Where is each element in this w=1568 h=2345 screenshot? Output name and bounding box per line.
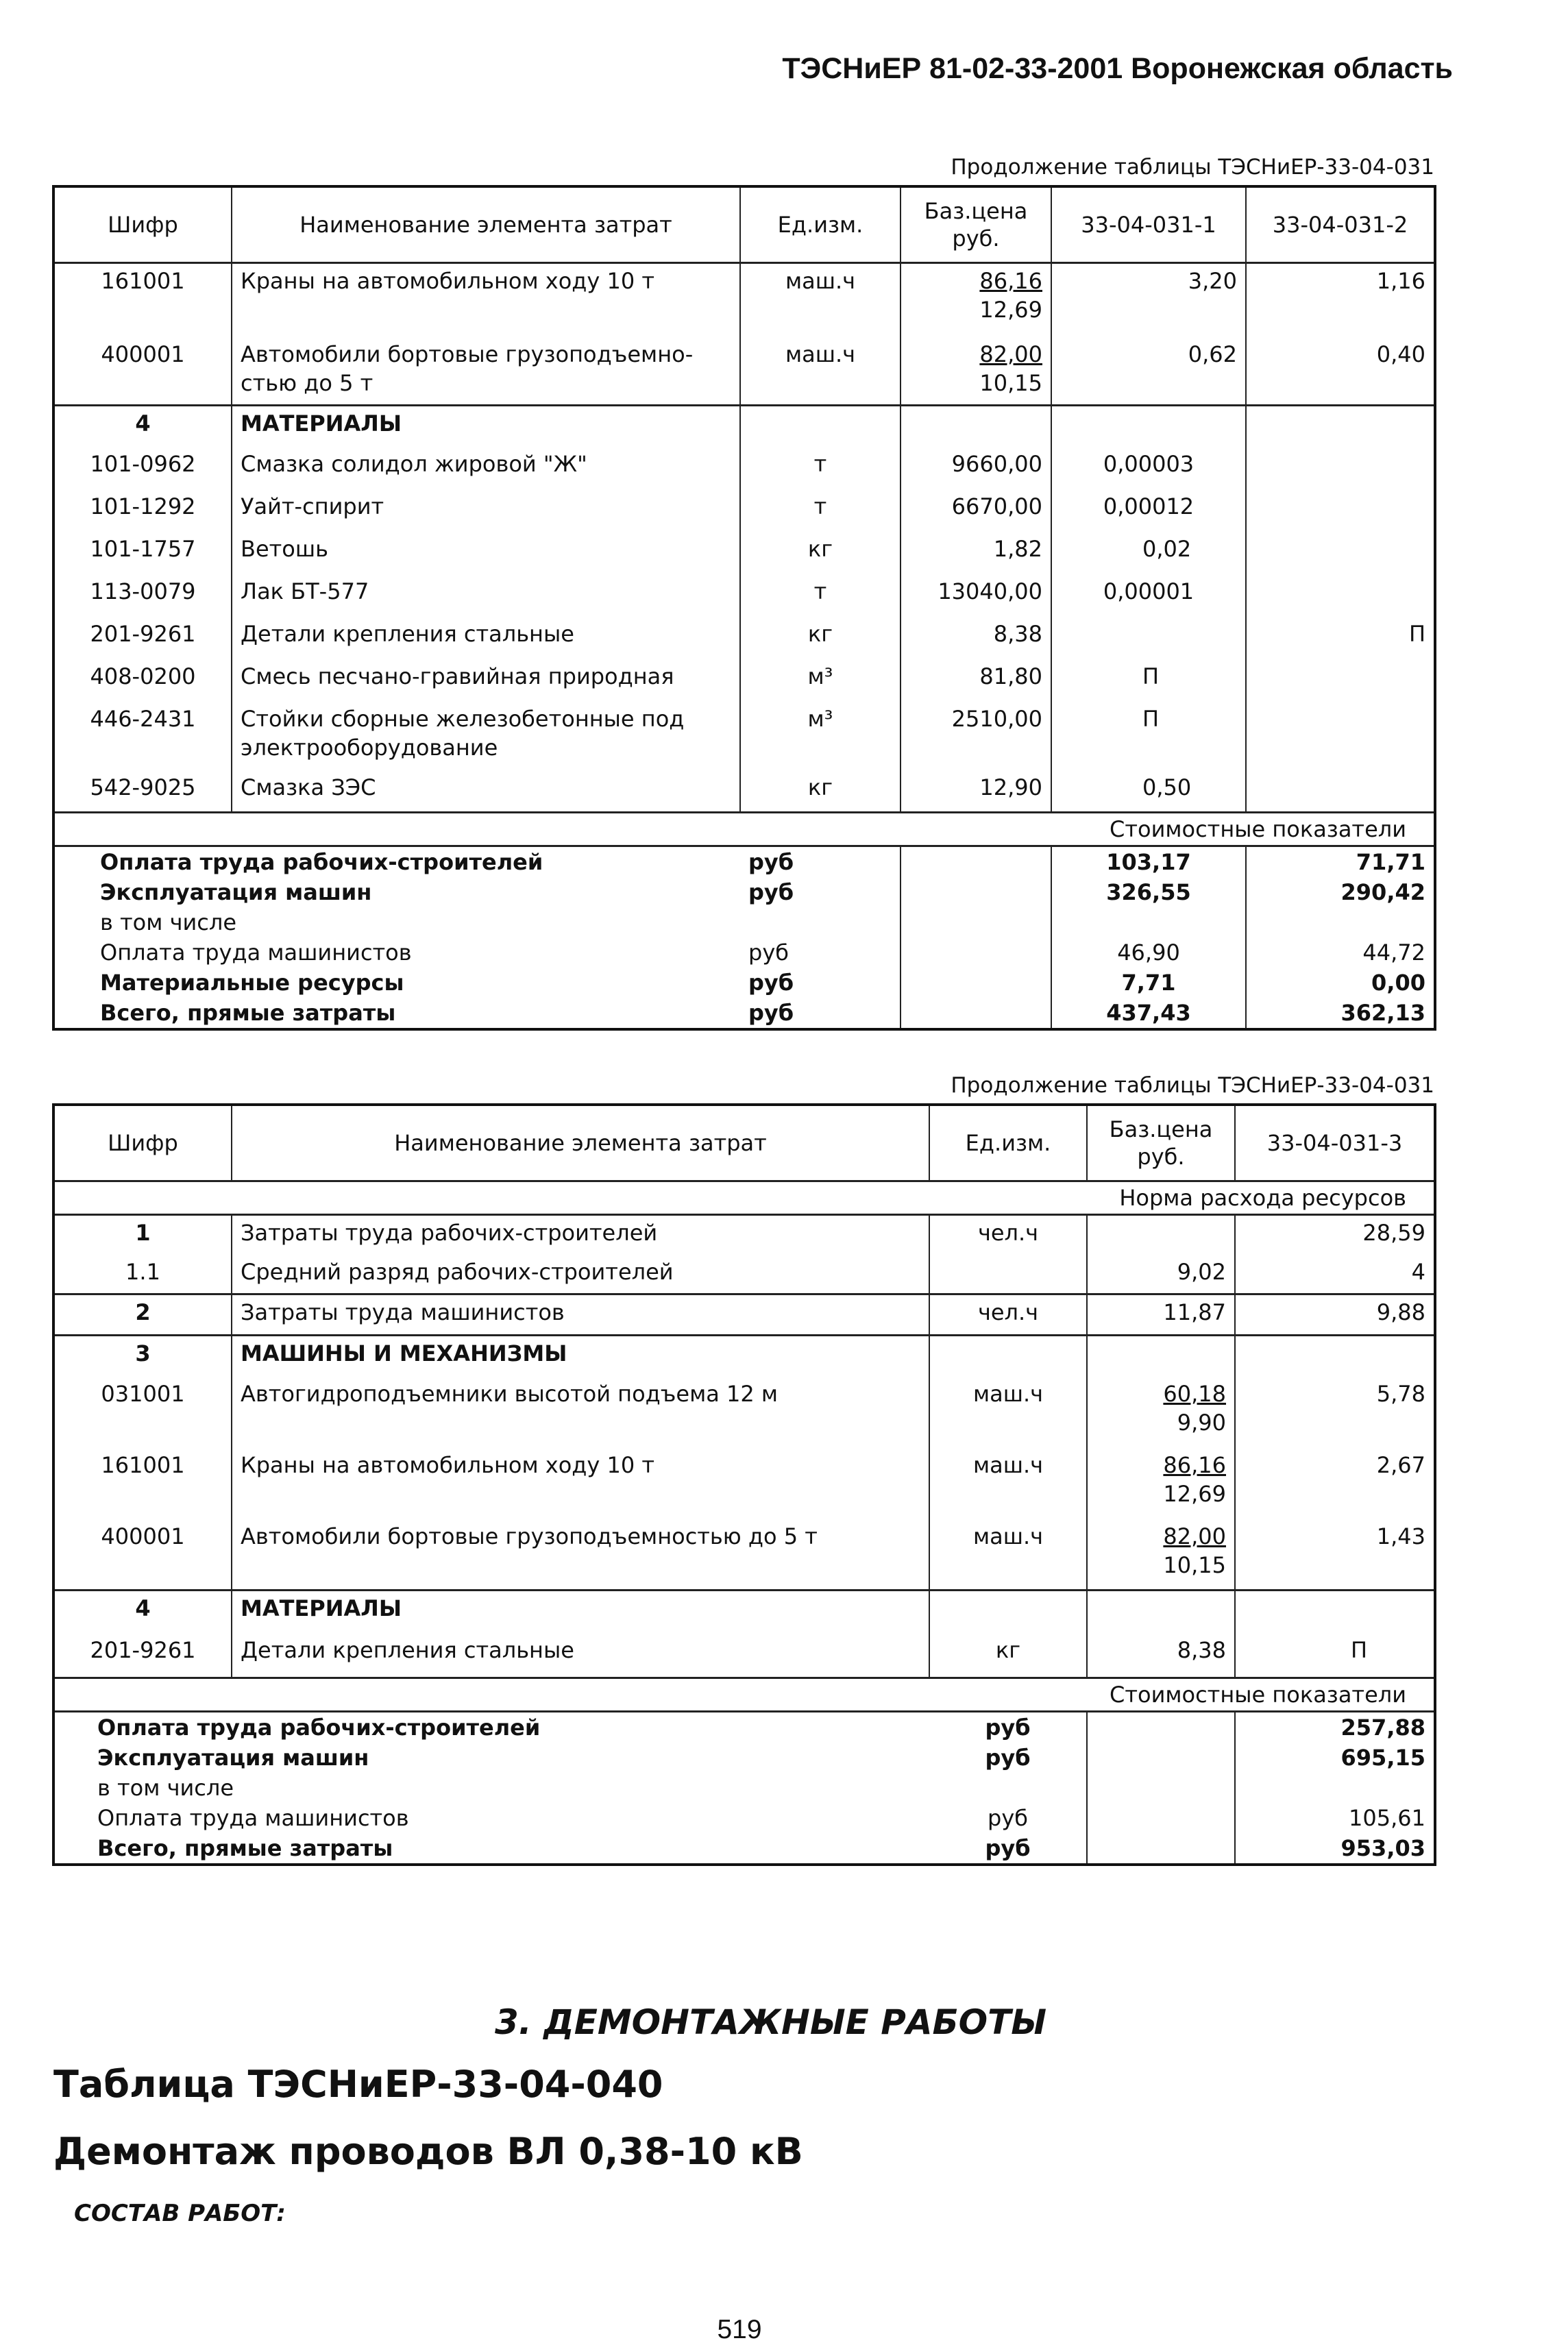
cell-code: 400001: [53, 1519, 232, 1591]
cell-unit: маш.ч: [929, 1519, 1087, 1591]
cell-code: 542-9025: [53, 770, 232, 813]
cell-value-1: П: [1235, 1633, 1435, 1678]
table-subtitle: Демонтаж проводов ВЛ 0,38-10 кВ: [53, 2130, 803, 2173]
cell-unit: маш.ч: [740, 337, 901, 406]
cell-value-1: 28,59: [1235, 1215, 1435, 1255]
total-unit: руб: [740, 937, 901, 968]
cell-code: 1: [53, 1215, 232, 1255]
cell-code: 4: [53, 1591, 232, 1633]
cell-code: 031001: [53, 1377, 232, 1448]
cell-code: 4: [53, 406, 232, 447]
cell-price: 81,80: [901, 659, 1051, 702]
total-value-1: [1051, 907, 1246, 937]
cell-price: [1087, 1215, 1235, 1255]
cell-value-2: П: [1246, 617, 1435, 659]
col-header-name: Наименование элемента затрат: [232, 186, 740, 263]
total-value-2: [1246, 907, 1435, 937]
col-header-33-04-031-2: 33-04-031-2: [1246, 186, 1435, 263]
cell-value-1: 3,20: [1051, 263, 1246, 337]
cell-name: Смазка солидол жировой "Ж": [232, 447, 740, 489]
cell-code: 201-9261: [53, 617, 232, 659]
cell-value-2: 1,16: [1246, 263, 1435, 337]
cell-code: 2: [53, 1294, 232, 1336]
cell-name: Лак БТ-577: [232, 574, 740, 617]
cell-code: 101-1292: [53, 489, 232, 532]
total-unit: руб: [740, 877, 901, 907]
total-name: Оплата труда машинистов: [100, 940, 412, 966]
cell-code: 408-0200: [53, 659, 232, 702]
totals-row: [53, 846, 1435, 878]
totals-row: [53, 907, 1435, 937]
total-value-2: 0,00: [1246, 968, 1435, 998]
table-row: [53, 1633, 1435, 1678]
table-row: [53, 532, 1435, 574]
table1-continuation-label: Продолжение таблицы ТЭСНиЕР-33-04-031: [951, 155, 1434, 180]
total-value-1: 257,88: [1235, 1712, 1435, 1743]
total-value-2: 71,71: [1246, 846, 1435, 878]
table-row: [53, 1448, 1435, 1519]
table-row: [53, 659, 1435, 702]
cell-name: Смесь песчано-гравийная природная: [232, 659, 740, 702]
table-row: [53, 1294, 1435, 1336]
cell-code: 400001: [53, 337, 232, 406]
section-row-machines: [53, 1336, 1435, 1377]
totals-row: [53, 998, 1435, 1029]
table-row: [53, 702, 1435, 770]
cell-price: 82,00 10,15: [1087, 1519, 1235, 1591]
col-header-price: Баз.цена руб.: [901, 186, 1051, 263]
cell-value-1: П: [1051, 659, 1246, 702]
norm-label: Норма расхода ресурсов: [53, 1181, 1435, 1215]
cell-value-1: 0,00001: [1051, 574, 1246, 617]
cell-name: Детали крепления стальные: [232, 617, 740, 659]
cell-name: Автогидроподъемники высотой подъема 12 м: [232, 1377, 929, 1448]
cell-price: 8,38: [901, 617, 1051, 659]
col-header-33-04-031-1: 33-04-031-1: [1051, 186, 1246, 263]
totals-row: [53, 877, 1435, 907]
cell-unit: кг: [740, 532, 901, 574]
total-unit: руб: [929, 1833, 1087, 1865]
cell-price: 6670,00: [901, 489, 1051, 532]
cell-name: Автомобили бортовые грузоподъемно-стью до 5 т: [232, 337, 740, 406]
col-header-33-04-031-3: 33-04-031-3: [1235, 1105, 1435, 1181]
cell-value-2: [1246, 532, 1435, 574]
total-unit: [740, 907, 901, 937]
cell-code: 161001: [53, 1448, 232, 1519]
cell-price: 86,16 12,69: [901, 263, 1051, 337]
cell-name: Средний разряд рабочих-строителей: [232, 1255, 929, 1294]
total-name: Всего, прямые затраты: [97, 1835, 393, 1861]
total-name: Материальные ресурсы: [100, 970, 404, 996]
cell-unit: чел.ч: [929, 1294, 1087, 1336]
cell-price: 82,00 10,15: [901, 337, 1051, 406]
cell-name: МАТЕРИАЛЫ: [232, 406, 740, 447]
table-row: [53, 1519, 1435, 1591]
cell-price: 11,87: [1087, 1294, 1235, 1336]
col-header-name: Наименование элемента затрат: [232, 1105, 929, 1181]
cost-indicators-label: Стоимостные показатели: [53, 1678, 1435, 1712]
cell-value-1: 2,67: [1235, 1448, 1435, 1519]
total-name: Эксплуатация машин: [97, 1745, 369, 1771]
col-header-unit: Ед.изм.: [929, 1105, 1087, 1181]
cell-name: Смазка ЗЭС: [232, 770, 740, 813]
cell-value-1: 0,00012: [1051, 489, 1246, 532]
cell-price: 60,18 9,90: [1087, 1377, 1235, 1448]
cost-indicators-label: Стоимостные показатели: [53, 813, 1435, 846]
table-row: [53, 337, 1435, 406]
table-row: [53, 263, 1435, 337]
page-number: 519: [717, 2315, 762, 2344]
norm-banner: [53, 1181, 1435, 1215]
total-unit: [929, 1773, 1087, 1803]
cell-code: 3: [53, 1336, 232, 1377]
cell-price: 9,02: [1087, 1255, 1235, 1294]
cell-name: Затраты труда рабочих-строителей: [232, 1215, 929, 1255]
cell-name: Краны на автомобильном ходу 10 т: [232, 263, 740, 337]
cell-price: 2510,00: [901, 702, 1051, 770]
total-name: в том числе: [97, 1775, 234, 1801]
cell-name: Ветошь: [232, 532, 740, 574]
total-name: Эксплуатация машин: [100, 879, 372, 905]
cell-name: Уайт-спирит: [232, 489, 740, 532]
total-name: Всего, прямые затраты: [100, 1000, 396, 1026]
col-header-price: Баз.цена руб.: [1087, 1105, 1235, 1181]
total-unit: руб: [740, 846, 901, 878]
total-value-1: 326,55: [1051, 877, 1246, 907]
cell-unit: м³: [740, 659, 901, 702]
cell-value-1: 0,00003: [1051, 447, 1246, 489]
cell-unit: чел.ч: [929, 1215, 1087, 1255]
cell-code: 161001: [53, 263, 232, 337]
cell-code: 113-0079: [53, 574, 232, 617]
cell-value-1: 1,43: [1235, 1519, 1435, 1591]
totals-row: [53, 1743, 1435, 1773]
cell-value-2: [1246, 489, 1435, 532]
cell-unit: т: [740, 447, 901, 489]
table-row: [53, 1255, 1435, 1294]
cell-value-2: [1246, 574, 1435, 617]
document-header: ТЭСНиЕР 81-02-33-2001 Воронежская область: [782, 52, 1453, 85]
cell-price: 12,90: [901, 770, 1051, 813]
cell-name: Затраты труда машинистов: [232, 1294, 929, 1336]
cell-code: 101-1757: [53, 532, 232, 574]
totals-row: [53, 1803, 1435, 1833]
cell-unit: т: [740, 574, 901, 617]
table2-continuation-label: Продолжение таблицы ТЭСНиЕР-33-04-031: [951, 1073, 1434, 1098]
totals-row: [53, 1833, 1435, 1865]
total-unit: руб: [740, 968, 901, 998]
total-name: Оплата труда рабочих-строителей: [97, 1715, 541, 1741]
cell-value-2: [1246, 702, 1435, 770]
cell-value-1: 4: [1235, 1255, 1435, 1294]
table-row: [53, 489, 1435, 532]
cell-price: 8,38: [1087, 1633, 1235, 1678]
table-row: [53, 1377, 1435, 1448]
section-heading: 3. ДЕМОНТАЖНЫЕ РАБОТЫ: [495, 2002, 1047, 2042]
total-name: Оплата труда рабочих-строителей: [100, 849, 543, 875]
cell-unit: маш.ч: [929, 1448, 1087, 1519]
total-value-1: 105,61: [1235, 1803, 1435, 1833]
cell-value-2: [1246, 659, 1435, 702]
cell-value-1: 0,02: [1051, 532, 1246, 574]
total-value-1: 7,71: [1051, 968, 1246, 998]
section-row-materials: [53, 406, 1435, 447]
cell-unit: т: [740, 489, 901, 532]
cell-value-2: [1246, 770, 1435, 813]
cell-value-1: 5,78: [1235, 1377, 1435, 1448]
table2-header-row: [53, 1105, 1435, 1181]
col-header-code: Шифр: [53, 1105, 232, 1181]
total-value-2: 362,13: [1246, 998, 1435, 1029]
total-value-2: 44,72: [1246, 937, 1435, 968]
table1-header-row: [53, 186, 1435, 263]
table-row: [53, 770, 1435, 813]
cell-unit: маш.ч: [740, 263, 901, 337]
cell-value-1: П: [1051, 702, 1246, 770]
cell-value-1: 0,62: [1051, 337, 1246, 406]
totals-row: [53, 968, 1435, 998]
cell-name: Краны на автомобильном ходу 10 т: [232, 1448, 929, 1519]
cell-code: 101-0962: [53, 447, 232, 489]
cell-name: МАШИНЫ И МЕХАНИЗМЫ: [232, 1336, 929, 1377]
col-header-unit: Ед.изм.: [740, 186, 901, 263]
total-unit: руб: [929, 1803, 1087, 1833]
total-value-1: [1235, 1773, 1435, 1803]
section-row-materials: [53, 1591, 1435, 1633]
cell-value-1: 9,88: [1235, 1294, 1435, 1336]
cell-name: Стойки сборные железобетонные под электрооборудование: [232, 702, 740, 770]
works-composition-label: СОСТАВ РАБОТ:: [74, 2200, 286, 2227]
total-value-2: 290,42: [1246, 877, 1435, 907]
table-row: [53, 617, 1435, 659]
total-value-1: 953,03: [1235, 1833, 1435, 1865]
cell-unit: кг: [740, 770, 901, 813]
total-value-1: 103,17: [1051, 846, 1246, 878]
table-title: Таблица ТЭСНиЕР-33-04-040: [53, 2063, 663, 2106]
cost-indicators-banner: [53, 1678, 1435, 1712]
total-unit: руб: [929, 1743, 1087, 1773]
cell-unit: кг: [929, 1633, 1087, 1678]
cell-value-2: [1246, 447, 1435, 489]
table1: [52, 185, 1436, 1031]
cell-value-1: 0,50: [1051, 770, 1246, 813]
cell-price: 1,82: [901, 532, 1051, 574]
cell-name: Детали крепления стальные: [232, 1633, 929, 1678]
cell-price: 13040,00: [901, 574, 1051, 617]
cell-price: 9660,00: [901, 447, 1051, 489]
total-unit: руб: [929, 1712, 1087, 1743]
col-header-code: Шифр: [53, 186, 232, 263]
table-row: [53, 574, 1435, 617]
cell-unit: кг: [740, 617, 901, 659]
total-value-1: 437,43: [1051, 998, 1246, 1029]
total-value-1: 46,90: [1051, 937, 1246, 968]
cell-unit: [929, 1255, 1087, 1294]
cell-code: 1.1: [53, 1255, 232, 1294]
table-row: [53, 447, 1435, 489]
totals-row: [53, 1712, 1435, 1743]
cell-unit: маш.ч: [929, 1377, 1087, 1448]
total-name: Оплата труда машинистов: [97, 1805, 409, 1831]
cost-indicators-banner: [53, 813, 1435, 846]
totals-row: [53, 1773, 1435, 1803]
cell-price: 86,16 12,69: [1087, 1448, 1235, 1519]
cell-value-1: [1051, 617, 1246, 659]
total-name: в том числе: [100, 909, 236, 935]
table2: [52, 1103, 1436, 1866]
totals-row: [53, 937, 1435, 968]
cell-value-2: 0,40: [1246, 337, 1435, 406]
cell-code: 201-9261: [53, 1633, 232, 1678]
cell-name: Автомобили бортовые грузоподъемностью до 5 т: [232, 1519, 929, 1591]
total-value-1: 695,15: [1235, 1743, 1435, 1773]
cell-unit: м³: [740, 702, 901, 770]
cell-name: МАТЕРИАЛЫ: [232, 1591, 929, 1633]
table-row: [53, 1215, 1435, 1255]
cell-code: 446-2431: [53, 702, 232, 770]
total-unit: руб: [740, 998, 901, 1029]
